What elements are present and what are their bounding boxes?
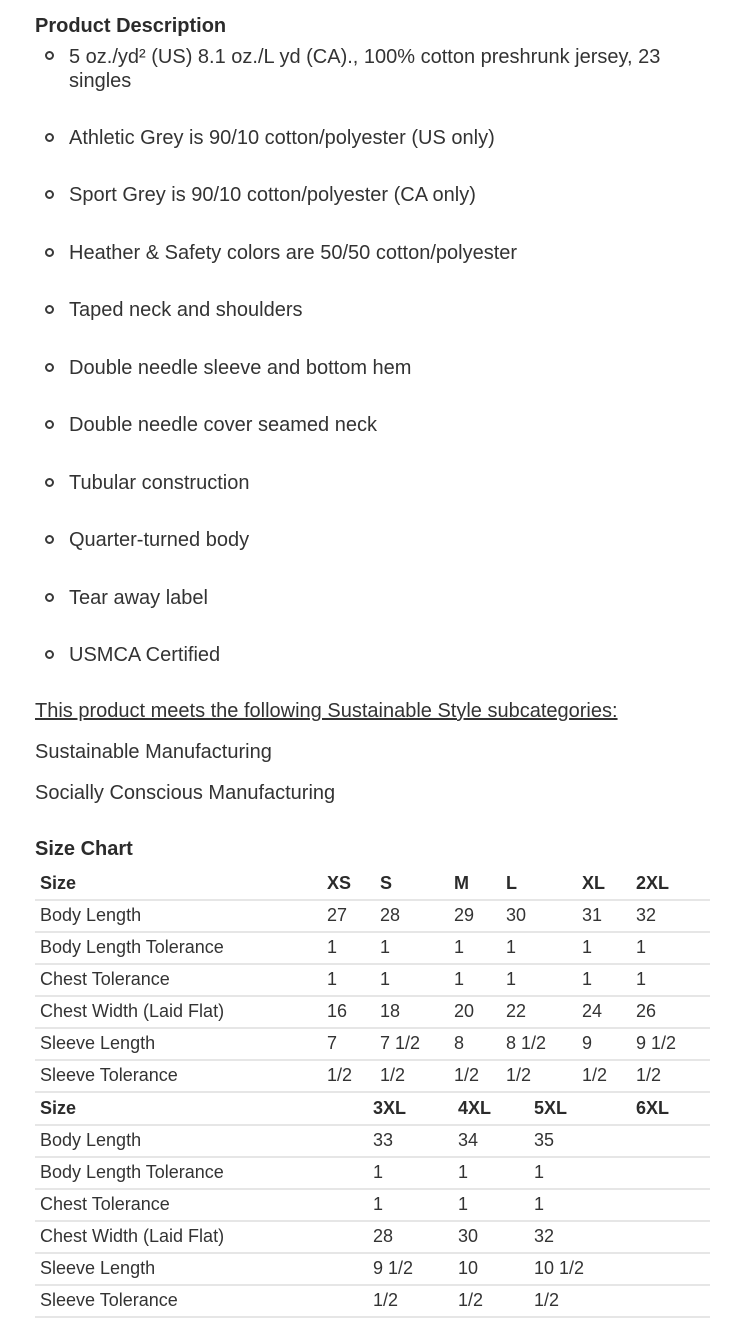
row-label: Sleeve Tolerance: [40, 1290, 178, 1310]
table-cell: 32: [636, 905, 657, 925]
size-table-header-row: [35, 868, 710, 901]
bullet-icon: [45, 420, 54, 429]
sustainability-item: Sustainable Manufacturing: [35, 741, 272, 763]
size-table-header-row: [35, 1093, 710, 1126]
row-label: Chest Tolerance: [40, 1194, 170, 1214]
bullet-text: Quarter-turned body: [69, 529, 250, 551]
bullet-icon: [45, 190, 54, 199]
table-cell: 30: [506, 905, 527, 925]
bullet-icon: [45, 478, 54, 487]
header-cell: 4XL: [458, 1098, 492, 1118]
table-cell: 34: [458, 1130, 479, 1150]
row-label: Body Length: [40, 1130, 142, 1150]
table-cell: 26: [636, 1001, 657, 1021]
header-cell: L: [506, 873, 517, 893]
bullet-text: 5 oz./yd² (US) 8.1 oz./L yd (CA)., 100% cotton preshrunk jersey, 23 singles: [69, 46, 661, 92]
table-cell: 24: [582, 1001, 603, 1021]
bullet-text: USMCA Certified: [69, 644, 221, 666]
table-cell: 1: [380, 969, 391, 989]
table-cell: 16: [327, 1001, 348, 1021]
table-cell: 1: [327, 969, 338, 989]
table-cell: 1: [373, 1162, 384, 1182]
table-cell: 1/2: [458, 1290, 484, 1310]
bullet-text: Tear away label: [69, 587, 208, 609]
table-cell: 8: [454, 1033, 465, 1053]
table-cell: 18: [380, 1001, 401, 1021]
table-cell: 1/2: [327, 1065, 353, 1085]
header-cell: S: [380, 873, 393, 893]
table-cell: 32: [534, 1226, 555, 1246]
sustainability-heading: This product meets the following Sustainable Style subcategories:: [35, 700, 618, 722]
table-cell: 20: [454, 1001, 475, 1021]
row-label: Body Length Tolerance: [40, 937, 224, 957]
table-cell: 7 1/2: [380, 1033, 421, 1053]
table-cell: 1: [380, 937, 391, 957]
table-cell: 1/2: [380, 1065, 406, 1085]
row-label: Chest Width (Laid Flat): [40, 1001, 225, 1021]
table-cell: 1/2: [636, 1065, 662, 1085]
table-cell: 1: [534, 1162, 545, 1182]
table-cell: 9: [582, 1033, 593, 1053]
table-cell: 10: [458, 1258, 479, 1278]
table-cell: 9 1/2: [373, 1258, 414, 1278]
header-cell: XS: [327, 873, 352, 893]
table-row: [35, 1060, 710, 1093]
bullet-text: Double needle sleeve and bottom hem: [69, 357, 412, 379]
table-cell: 1: [506, 937, 517, 957]
bullet-icon: [45, 133, 54, 142]
table-cell: 1/2: [373, 1290, 399, 1310]
bullet-icon: [45, 650, 54, 659]
table-cell: 28: [380, 905, 401, 925]
bullet-text: Sport Grey is 90/10 cotton/polyester (CA only): [69, 184, 476, 206]
table-cell: 35: [534, 1130, 555, 1150]
header-cell: XL: [582, 873, 606, 893]
table-cell: 1: [582, 937, 593, 957]
table-cell: 10 1/2: [534, 1258, 585, 1278]
table-cell: 27: [327, 905, 348, 925]
table-cell: 1: [327, 937, 338, 957]
row-label: Chest Tolerance: [40, 969, 170, 989]
bullet-icon: [45, 51, 54, 60]
table-row: [35, 1125, 710, 1158]
sustainability-item: Socially Conscious Manufacturing: [35, 782, 336, 804]
table-row: [35, 1157, 710, 1190]
size-chart-title: Size Chart: [35, 838, 133, 860]
bullet-icon: [45, 248, 54, 257]
bullet-text: Tubular construction: [69, 472, 250, 494]
table-row: [35, 1253, 710, 1286]
table-cell: 1: [454, 937, 465, 957]
table-cell: 1: [582, 969, 593, 989]
table-cell: 28: [373, 1226, 394, 1246]
table-row: [35, 1285, 710, 1318]
table-row: [35, 996, 710, 1029]
table-cell: 1/2: [582, 1065, 608, 1085]
bullet-icon: [45, 593, 54, 602]
table-cell: 7: [327, 1033, 338, 1053]
table-cell: 31: [582, 905, 603, 925]
table-cell: 1: [506, 969, 517, 989]
table-cell: 9 1/2: [636, 1033, 677, 1053]
row-label: Sleeve Length: [40, 1258, 156, 1278]
row-label: Body Length: [40, 905, 142, 925]
bullet-icon: [45, 535, 54, 544]
row-label: Sleeve Tolerance: [40, 1065, 178, 1085]
row-label: Chest Width (Laid Flat): [40, 1226, 225, 1246]
table-row: [35, 1221, 710, 1254]
table-cell: 1/2: [454, 1065, 480, 1085]
table-cell: 22: [506, 1001, 527, 1021]
table-cell: 1: [454, 969, 465, 989]
header-cell: 5XL: [534, 1098, 568, 1118]
bullet-text: Heather & Safety colors are 50/50 cotton/polyester: [69, 242, 518, 264]
row-label: Body Length Tolerance: [40, 1162, 224, 1182]
bullet-text: Double needle cover seamed neck: [69, 414, 377, 436]
table-row: [35, 964, 710, 997]
table-cell: 1: [636, 937, 647, 957]
table-cell: 1: [534, 1194, 545, 1214]
table-row: [35, 1028, 710, 1061]
bullet-icon: [45, 305, 54, 314]
table-cell: 1: [636, 969, 647, 989]
table-row: [35, 932, 710, 965]
header-cell-size: Size: [40, 1098, 77, 1118]
header-cell: M: [454, 873, 469, 893]
table-cell: 1: [458, 1162, 469, 1182]
table-cell: 1/2: [506, 1065, 532, 1085]
table-row: [35, 1189, 710, 1222]
table-cell: 1/2: [534, 1290, 560, 1310]
bullet-text: Taped neck and shoulders: [69, 299, 303, 321]
bullet-text: Athletic Grey is 90/10 cotton/polyester (US only): [69, 127, 495, 149]
table-cell: 33: [373, 1130, 394, 1150]
product-description-title: Product Description: [35, 15, 227, 37]
table-cell: 29: [454, 905, 475, 925]
header-cell-size: Size: [40, 873, 77, 893]
header-cell: 6XL: [636, 1098, 670, 1118]
header-cell: 3XL: [373, 1098, 407, 1118]
table-cell: 1: [458, 1194, 469, 1214]
table-cell: 1: [373, 1194, 384, 1214]
table-row: [35, 900, 710, 933]
row-label: Sleeve Length: [40, 1033, 156, 1053]
bullet-icon: [45, 363, 54, 372]
header-cell: 2XL: [636, 873, 670, 893]
table-cell: 30: [458, 1226, 479, 1246]
table-cell: 8 1/2: [506, 1033, 547, 1053]
